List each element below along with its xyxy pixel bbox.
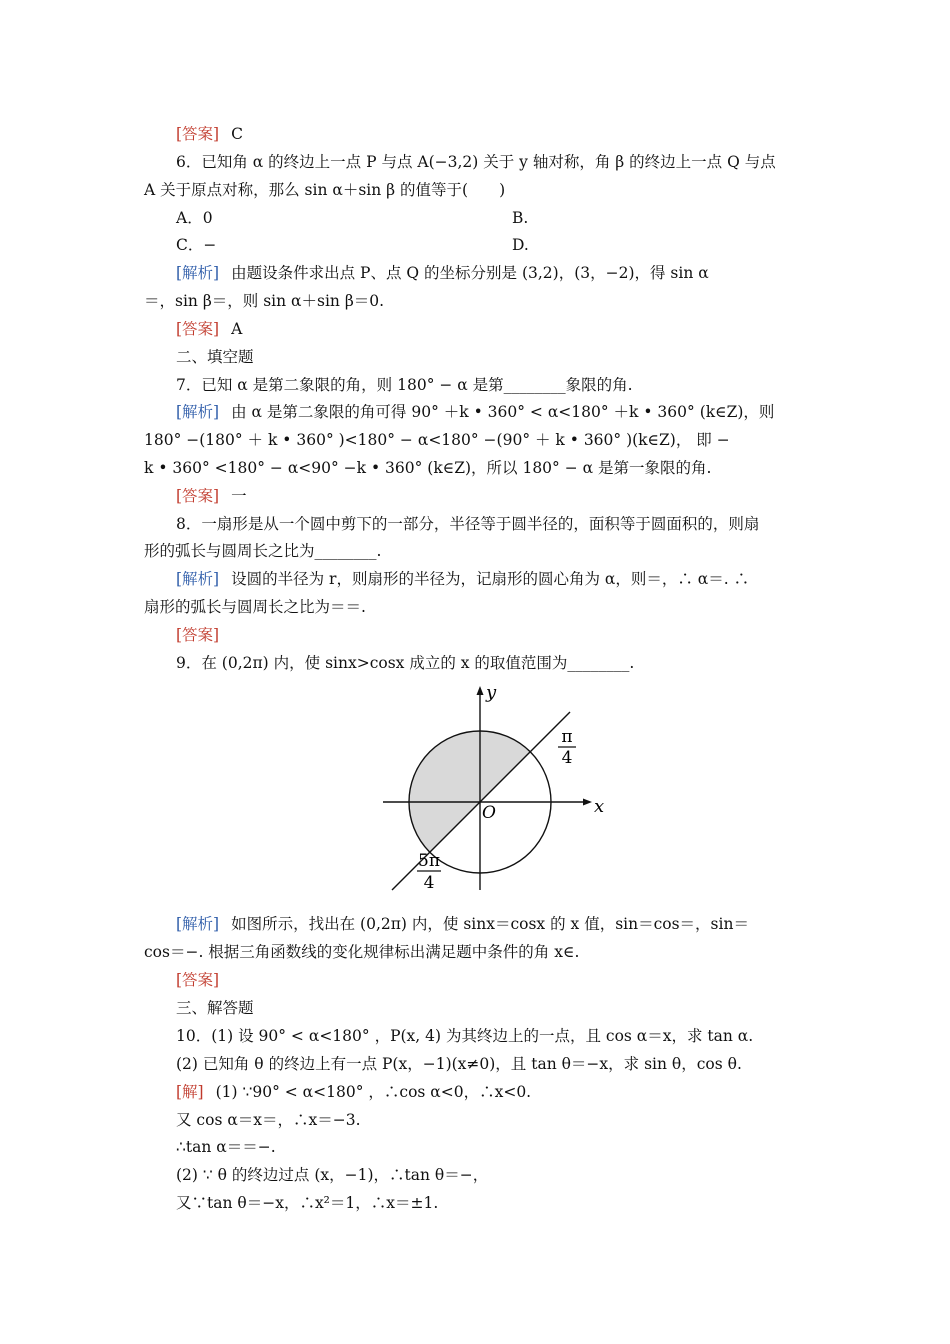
solution-6-line-2: ＝，sin β＝，则 sin α＋sin β＝0.: [144, 292, 385, 310]
solution-tag: [解析]: [176, 915, 220, 933]
y-axis-arrow: [477, 686, 484, 695]
option-d: D.: [512, 236, 529, 254]
option-b: B.: [512, 209, 529, 227]
solution-text: 由 α 是第二象限的角可得 90° ＋k • 360° < α<180° ＋k • 360° (k∈Z)，则: [231, 403, 775, 421]
solution-10-line-2: 又 cos α＝x＝，∴x＝−3.: [176, 1111, 361, 1129]
solution-8-line-1: [176, 569, 749, 589]
shaded-region: [409, 731, 531, 853]
answer-6: [176, 319, 242, 339]
solution-10-line-4: (2) ∵ θ 的终边过点 (x，−1)，∴tan θ＝−，: [176, 1166, 489, 1184]
solution-tag: [解]: [176, 1083, 204, 1101]
solution-10-line-1: [176, 1082, 531, 1102]
question-8-line-2: 形的弧长与圆周长之比为________.: [144, 542, 382, 560]
answer-9: [176, 970, 219, 990]
x-axis-label: x: [594, 796, 605, 817]
solution-tag: [解析]: [176, 264, 220, 282]
question-10-part-2: (2) 已知角 θ 的终边上有一点 P(x，−1)(x≠0)，且 tan θ＝−x，求 sin θ，cos θ.: [176, 1055, 742, 1073]
origin-label: O: [482, 803, 496, 823]
solution-text: (1) ∵90° < α<180° ，∴cos α<0，∴x<0.: [215, 1083, 532, 1101]
answer-tag: [答案]: [176, 971, 220, 989]
solution-text: 由题设条件求出点 P、点 Q 的坐标分别是 (3,2)，(3，−2)，得 sin α: [231, 264, 709, 282]
solution-tag: [解析]: [176, 403, 220, 421]
pi-over-4-numerator: π: [561, 727, 573, 747]
solution-10-line-3: ∴tan α＝＝−.: [176, 1138, 276, 1156]
answer-8: [176, 625, 219, 645]
answer-7: [176, 486, 247, 506]
solution-9-line-1: [176, 914, 749, 934]
solution-text: 设圆的半径为 r，则扇形的半径为，记扇形的圆心角为 α，则＝，∴ α＝. ∴: [231, 570, 750, 588]
question-8-line-1: 8．一扇形是从一个圆中剪下的一部分，半径等于圆半径的，面积等于圆面积的，则扇: [176, 515, 760, 533]
pi-over-4-denominator: 4: [561, 748, 573, 768]
answer-value: A: [231, 320, 243, 338]
solution-text: 如图所示，找出在 (0,2π) 内，使 sinx＝cosx 的 x 值，sin＝cos＝，sin＝: [231, 915, 749, 933]
option-a: A．0: [176, 209, 213, 227]
solution-tag: [解析]: [176, 570, 220, 588]
solution-10-line-5: 又∵tan θ＝−x，∴x²＝1，∴x＝±1.: [176, 1194, 439, 1212]
question-7: 7．已知 α 是第二象限的角，则 180° − α 是第________象限的角.: [176, 376, 633, 394]
answer-value: 一: [231, 487, 247, 505]
solution-7-line-2: 180° −(180° ＋ k • 360° )<180° − α<180° −(90° ＋ k • 360° )(k∈Z)， 即 −: [144, 431, 730, 449]
question-9: 9．在 (0,2π) 内，使 sinx>cosx 成立的 x 的取值范围为________.: [176, 654, 635, 672]
solution-7-line-1: [176, 402, 774, 422]
section-2-heading: 二、填空题: [176, 348, 254, 366]
option-c: C．−: [176, 236, 217, 254]
answer-value: C: [231, 125, 243, 143]
answer-tag: [答案]: [176, 626, 220, 644]
five-pi-over-4-denominator: 4: [423, 873, 435, 893]
answer-tag: [答案]: [176, 125, 220, 143]
solution-6-line-1: [176, 263, 709, 283]
y-axis-label: y: [486, 682, 497, 703]
question-6-line-2: A 关于原点对称，那么 sin α＋sin β 的值等于( ): [144, 181, 506, 199]
question-6-line-1: 6．已知角 α 的终边上一点 P 与点 A(−3,2) 关于 y 轴对称，角 β 的终边上一点 Q 与点: [176, 153, 776, 171]
x-axis-arrow: [583, 799, 592, 806]
section-3-heading: 三、解答题: [176, 999, 254, 1017]
solution-9-line-2: cos＝−. 根据三角函数线的变化规律标出满足题中条件的角 x∈.: [144, 943, 580, 961]
answer-tag: [答案]: [176, 320, 220, 338]
five-pi-over-4-numerator: 5π: [418, 851, 440, 871]
question-10-part-1: 10．(1) 设 90° < α<180° ，P(x, 4) 为其终边上的一点，且 cos α＝x，求 tan α.: [176, 1027, 754, 1045]
solution-8-line-2: 扇形的弧长与圆周长之比为＝＝.: [144, 598, 366, 616]
answer-5: [176, 124, 243, 144]
answer-tag: [答案]: [176, 487, 220, 505]
solution-7-line-3: k • 360° <180° − α<90° −k • 360° (k∈Z)，所以 180° − α 是第一象限的角.: [144, 459, 712, 477]
unit-circle-figure: [370, 680, 630, 900]
